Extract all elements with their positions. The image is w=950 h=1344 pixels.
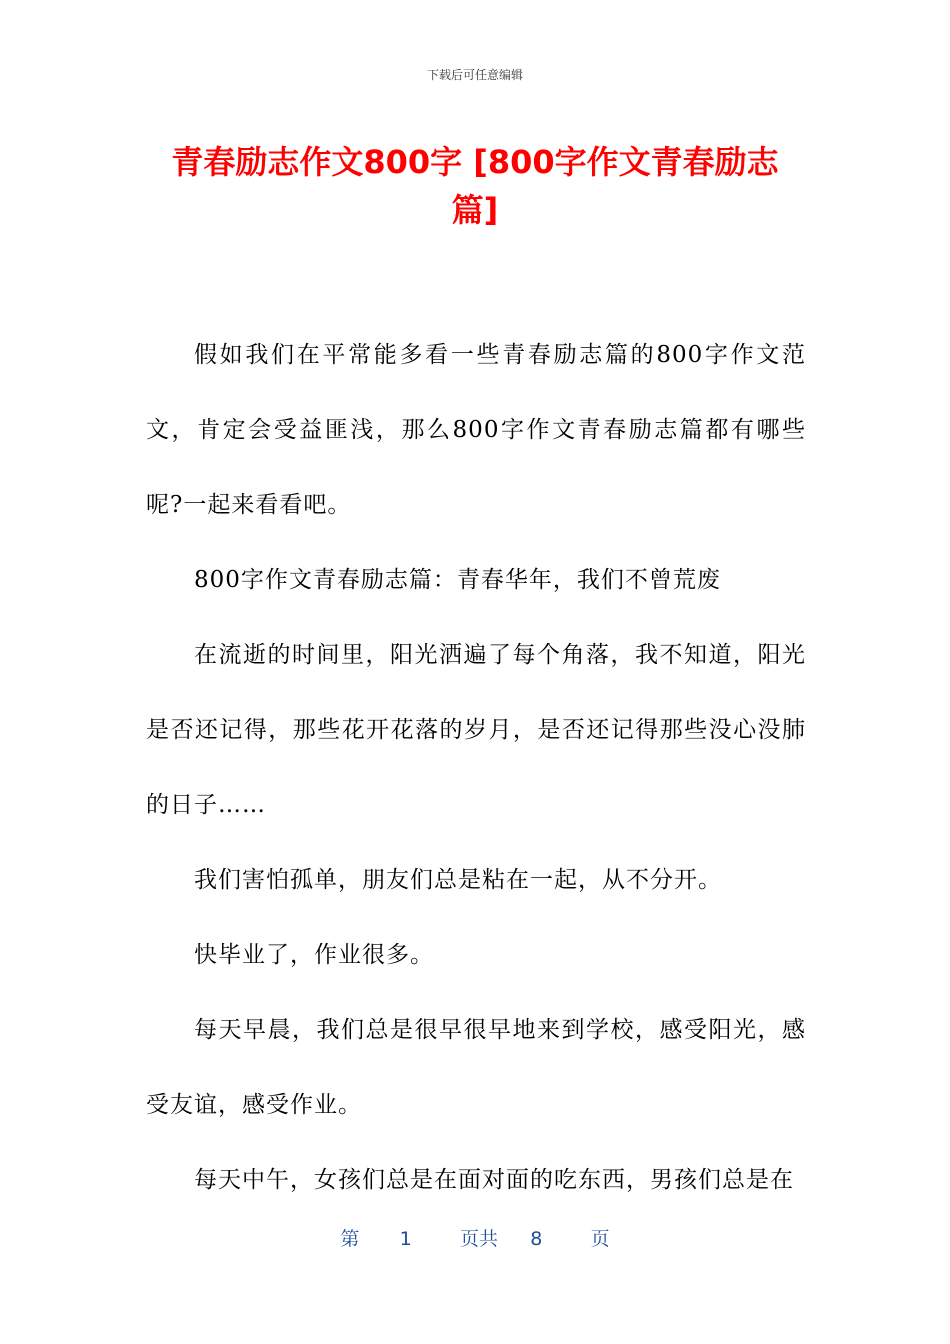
paragraph: 我们害怕孤单，朋友们总是粘在一起，从不分开。 — [194, 867, 722, 893]
paragraph: 每天早晨，我们总是很早很早地来到学校，感受阳光，感受友谊，感受作业。 — [146, 1017, 806, 1118]
paragraph-intro: 假如我们在平常能多看一些青春励志篇的800字作文范文，肯定会受益匪浅，那么800字作文青春励志篇都有哪些呢?一起来看看吧。 — [146, 342, 806, 518]
document-body — [146, 318, 806, 1218]
paragraph: 在流逝的时间里，阳光洒遍了每个角落，我不知道，阳光是否还记得，那些花开花落的岁月，是否还记得那些没心没肺的日子…… — [146, 642, 806, 818]
paragraph-subtitle: 800字作文青春励志篇：青春华年，我们不曾荒废 — [194, 567, 721, 593]
page-label-middle: 页共 — [460, 1228, 499, 1250]
page-label-prefix: 第 — [340, 1228, 360, 1250]
header-note: 下载后可任意编辑 — [426, 68, 523, 82]
page-footer — [0, 1224, 950, 1251]
page-total: 8 — [530, 1228, 543, 1250]
page-current: 1 — [399, 1228, 412, 1250]
page-label-suffix: 页 — [590, 1228, 610, 1250]
paragraph: 快毕业了，作业很多。 — [194, 942, 434, 968]
paragraph: 每天中午，女孩们总是在面对面的吃东西，男孩们总是在 — [194, 1167, 794, 1193]
document-title: 青春励志作文800字 [800字作文青春励志篇] — [171, 143, 779, 229]
